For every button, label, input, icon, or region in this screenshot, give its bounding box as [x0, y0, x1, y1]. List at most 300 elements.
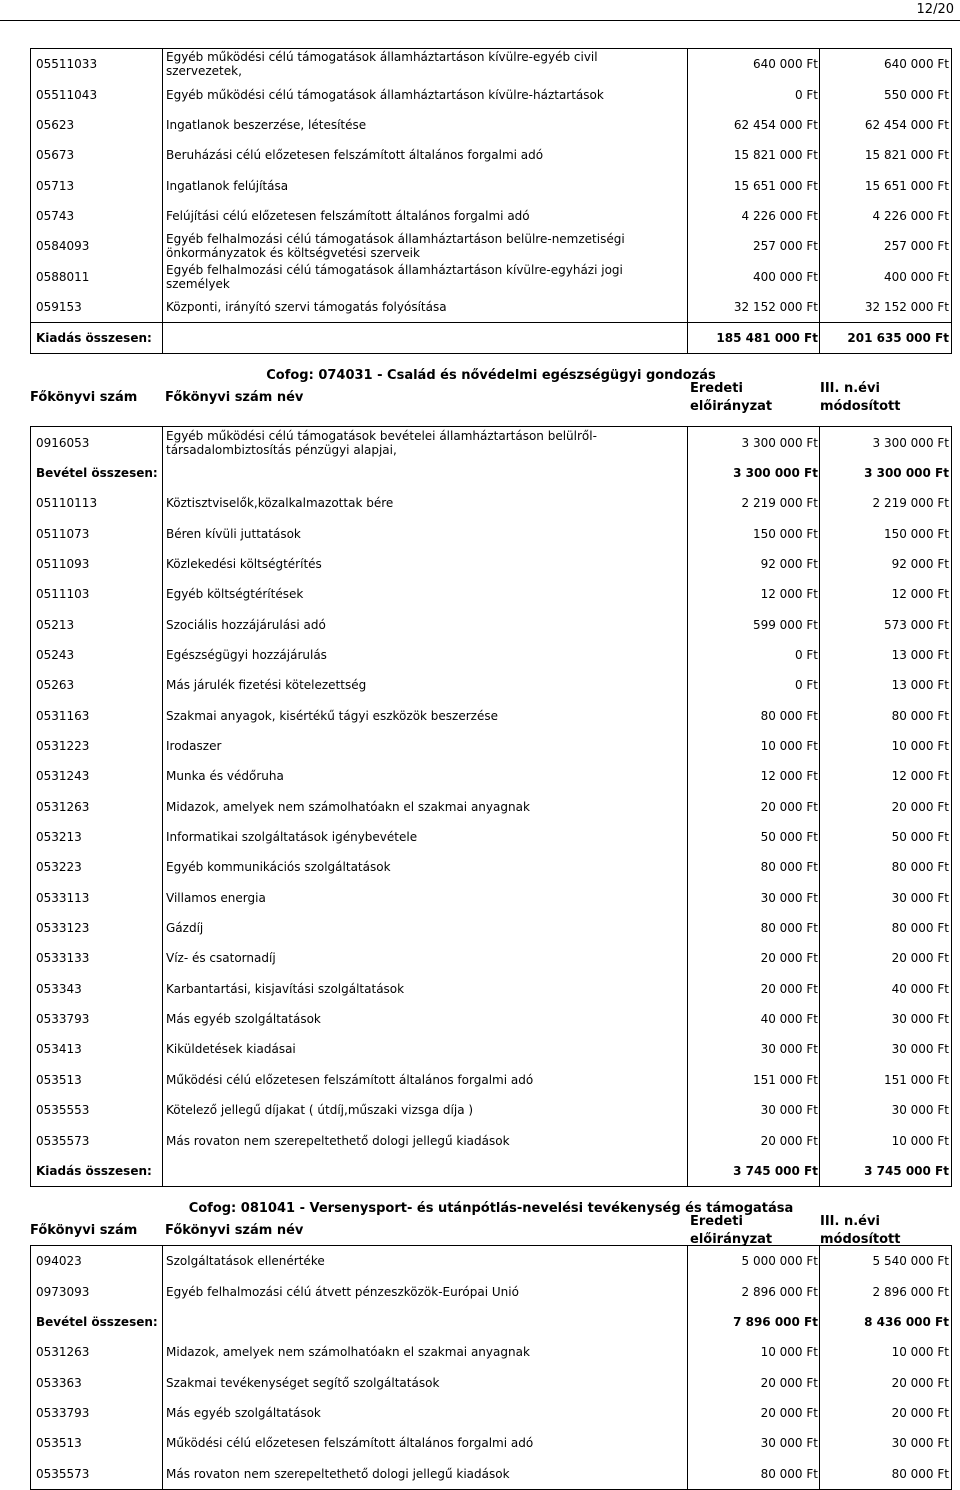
section-header: [30, 1201, 952, 1248]
modified-appropriation: 257 000 Ft: [883, 239, 949, 254]
column-divider: [819, 670, 820, 700]
column-divider: [162, 323, 163, 353]
modified-appropriation: 8 436 000 Ft: [864, 1314, 949, 1329]
column-divider: [162, 761, 163, 791]
column-divider: [687, 1428, 688, 1458]
column-divider: [687, 852, 688, 882]
header-line: módosított: [820, 399, 901, 415]
account-name: [166, 79, 686, 109]
account-name-line: Más egyéb szolgáltatások: [166, 1012, 321, 1027]
account-name: [166, 883, 686, 913]
account-name-line: Víz- és csatornadíj: [166, 951, 276, 966]
account-code: 0535573: [36, 1133, 90, 1148]
modified-appropriation: 62 454 000 Ft: [864, 117, 949, 132]
account-name: [166, 1337, 686, 1367]
account-name: [166, 1398, 686, 1428]
column-divider: [819, 488, 820, 518]
original-appropriation: 640 000 Ft: [752, 57, 818, 72]
modified-appropriation: 20 000 Ft: [891, 1375, 949, 1390]
account-name: [166, 670, 686, 700]
column-divider: [687, 1034, 688, 1064]
account-name: [166, 943, 686, 973]
column-divider: [819, 1246, 820, 1276]
account-name: [166, 231, 686, 261]
column-divider: [819, 1367, 820, 1397]
original-appropriation: 20 000 Ft: [760, 951, 818, 966]
account-code: 0511093: [36, 556, 90, 571]
column-divider: [687, 1458, 688, 1488]
account-code: 0531263: [36, 799, 90, 814]
modified-appropriation: 573 000 Ft: [883, 617, 949, 632]
column-divider: [162, 1246, 163, 1276]
original-appropriation: 30 000 Ft: [760, 890, 818, 905]
column-divider: [162, 579, 163, 609]
column-divider: [687, 883, 688, 913]
column-divider: [687, 458, 688, 488]
account-name: [166, 640, 686, 670]
account-name-line: Szakmai tevékenységet segítő szolgáltatások: [166, 1375, 440, 1390]
account-code: 0916053: [36, 435, 90, 450]
modified-appropriation: 20 000 Ft: [891, 799, 949, 814]
modified-appropriation: 10 000 Ft: [891, 1345, 949, 1360]
account-name-line: Működési célú előzetesen felszámított általános forgalmi adó: [166, 1072, 534, 1087]
column-divider: [162, 261, 163, 291]
table-row: [30, 1337, 952, 1367]
cofog-title: Cofog: 081041 - Versenysport- és utánpótlás-nevelési tevékenység és támogatása: [188, 1201, 794, 1217]
account-code: 05110113: [36, 496, 98, 511]
column-divider: [687, 201, 688, 231]
account-name-line: Más járulék fizetési kötelezettség: [166, 678, 367, 693]
account-name: [166, 170, 686, 200]
table-row: [30, 974, 952, 1004]
header-line: előirányzat: [690, 399, 773, 415]
original-appropriation: 0 Ft: [794, 648, 818, 663]
original-appropriation: 151 000 Ft: [752, 1072, 818, 1087]
column-divider: [687, 610, 688, 640]
account-name-line: Informatikai szolgáltatások igénybevétele: [166, 830, 418, 845]
modified-appropriation: 50 000 Ft: [891, 830, 949, 845]
column-divider: [162, 1337, 163, 1367]
original-appropriation: 80 000 Ft: [760, 1466, 818, 1481]
account-name-line: Munka és védőruha: [166, 769, 284, 784]
column-divider: [687, 292, 688, 322]
modified-appropriation: 10 000 Ft: [891, 1133, 949, 1148]
original-appropriation: 40 000 Ft: [760, 1012, 818, 1027]
header-line: előirányzat: [690, 1232, 773, 1248]
column-divider: [687, 49, 688, 79]
account-name-line: személyek: [166, 276, 230, 291]
column-header-name: Főkönyvi szám név: [165, 1223, 304, 1239]
table-row: [30, 670, 952, 700]
account-name-line: szervezetek,: [166, 64, 242, 79]
column-divider: [819, 1428, 820, 1458]
account-code: 0511103: [36, 587, 90, 602]
account-name: [166, 974, 686, 1004]
account-name: [166, 110, 686, 140]
modified-appropriation: 5 540 000 Ft: [872, 1254, 949, 1269]
column-divider: [162, 822, 163, 852]
account-code: 0531263: [36, 1345, 90, 1360]
account-name-line: önkormányzatok és költségvetési szerveik: [166, 246, 420, 261]
account-code: 05743: [36, 208, 75, 223]
account-name-line: Működési célú előzetesen felszámított általános forgalmi adó: [166, 1436, 534, 1451]
column-header-original: [690, 380, 772, 416]
modified-appropriation: 640 000 Ft: [883, 57, 949, 72]
original-appropriation: 92 000 Ft: [760, 556, 818, 571]
original-appropriation: 20 000 Ft: [760, 799, 818, 814]
account-name-line: Midazok, amelyek nem számolhatóakn el szakmai anyagnak: [166, 799, 530, 814]
modified-appropriation: 2 896 000 Ft: [872, 1284, 949, 1299]
account-name: [166, 792, 686, 822]
modified-appropriation: 80 000 Ft: [891, 860, 949, 875]
account-code: 0584093: [36, 239, 90, 254]
modified-appropriation: 3 745 000 Ft: [864, 1163, 949, 1178]
account-code: 05213: [36, 617, 75, 632]
original-appropriation: 80 000 Ft: [760, 708, 818, 723]
column-header-modified: [820, 1213, 900, 1249]
table-row: [30, 1034, 952, 1064]
column-divider: [162, 1367, 163, 1397]
account-code: 0973093: [36, 1284, 90, 1299]
modified-appropriation: 15 821 000 Ft: [864, 148, 949, 163]
account-code: 059153: [36, 299, 82, 314]
account-name: [166, 518, 686, 548]
account-code: 0531223: [36, 739, 90, 754]
column-divider: [162, 1398, 163, 1428]
account-name-line: Gázdíj: [166, 921, 204, 936]
account-name-line: Más rovaton nem szerepeltethető dologi jellegű kiadások: [166, 1466, 510, 1481]
account-name-line: Irodaszer: [166, 739, 222, 754]
account-code: 0533793: [36, 1405, 90, 1420]
account-code: 0588011: [36, 269, 90, 284]
column-divider: [819, 549, 820, 579]
account-code: 05713: [36, 178, 75, 193]
original-appropriation: 32 152 000 Ft: [733, 299, 818, 314]
account-code: 0531163: [36, 708, 90, 723]
original-appropriation: 3 745 000 Ft: [733, 1163, 818, 1178]
column-divider: [687, 1095, 688, 1125]
column-divider: [162, 731, 163, 761]
column-divider: [819, 852, 820, 882]
account-code: 05511043: [36, 87, 98, 102]
table-row: [30, 701, 952, 731]
column-divider: [819, 731, 820, 761]
column-divider: [162, 49, 163, 79]
original-appropriation: 80 000 Ft: [760, 860, 818, 875]
table-row: [30, 488, 952, 518]
modified-appropriation: 400 000 Ft: [883, 269, 949, 284]
column-divider: [162, 170, 163, 200]
column-divider: [819, 1125, 820, 1155]
column-divider: [819, 1034, 820, 1064]
account-name-line: Ingatlanok felújítása: [166, 178, 289, 193]
column-divider: [819, 292, 820, 322]
column-divider: [162, 1004, 163, 1034]
account-name-line: Más rovaton nem szerepeltethető dologi jellegű kiadások: [166, 1133, 510, 1148]
column-divider: [819, 323, 820, 353]
modified-appropriation: 80 000 Ft: [891, 1466, 949, 1481]
account-name: [166, 913, 686, 943]
column-divider: [162, 110, 163, 140]
column-divider: [162, 1458, 163, 1488]
account-name-line: Béren kívüli juttatások: [166, 526, 301, 541]
account-name: [166, 1428, 686, 1458]
column-divider: [687, 549, 688, 579]
column-divider: [819, 579, 820, 609]
column-divider: [819, 610, 820, 640]
column-divider: [687, 640, 688, 670]
original-appropriation: 400 000 Ft: [752, 269, 818, 284]
table-row: [30, 822, 952, 852]
modified-appropriation: 30 000 Ft: [891, 1436, 949, 1451]
column-header-original: [690, 1213, 772, 1249]
account-code: 053513: [36, 1436, 82, 1451]
column-divider: [819, 201, 820, 231]
account-name: [166, 1458, 686, 1488]
table-row: [30, 1276, 952, 1306]
account-code: 0533113: [36, 890, 90, 905]
account-name-line: Egyéb kommunikációs szolgáltatások: [166, 860, 391, 875]
table-row: [30, 292, 952, 322]
page-number: 12/20: [916, 2, 954, 17]
original-appropriation: 30 000 Ft: [760, 1103, 818, 1118]
account-name: [166, 1125, 686, 1155]
modified-appropriation: 80 000 Ft: [891, 708, 949, 723]
original-appropriation: 12 000 Ft: [760, 769, 818, 784]
account-name-line: Egyéb felhalmozási célú támogatások államháztartáson kívülre-egyházi jogi: [166, 262, 623, 277]
column-divider: [162, 427, 163, 457]
column-divider: [162, 974, 163, 1004]
account-code: 053343: [36, 981, 82, 996]
column-divider: [162, 1034, 163, 1064]
table-row: [30, 1245, 952, 1276]
modified-appropriation: 4 226 000 Ft: [872, 208, 949, 223]
column-divider: [819, 1095, 820, 1125]
modified-appropriation: 92 000 Ft: [891, 556, 949, 571]
table-row: [30, 201, 952, 231]
column-divider: [687, 1307, 688, 1337]
account-code: 0531243: [36, 769, 90, 784]
account-name: [166, 427, 686, 457]
total-row: [30, 322, 952, 354]
modified-appropriation: 3 300 000 Ft: [864, 465, 949, 480]
column-divider: [162, 913, 163, 943]
column-divider: [687, 1276, 688, 1306]
column-divider: [819, 974, 820, 1004]
column-divider: [819, 1337, 820, 1367]
account-name-line: Köztisztviselők,közalkalmazottak bére: [166, 496, 394, 511]
original-appropriation: 30 000 Ft: [760, 1436, 818, 1451]
column-header-code: Főkönyvi szám: [30, 390, 138, 406]
table-row: [30, 1125, 952, 1155]
table-row: [30, 761, 952, 791]
table-row: [30, 1065, 952, 1095]
account-name: [166, 1367, 686, 1397]
table-row: [30, 579, 952, 609]
column-divider: [819, 427, 820, 457]
column-divider: [162, 670, 163, 700]
modified-appropriation: 20 000 Ft: [891, 951, 949, 966]
account-name-line: Ingatlanok beszerzése, létesítése: [166, 117, 367, 132]
table-row: [30, 792, 952, 822]
account-name: [166, 701, 686, 731]
column-divider: [819, 1307, 820, 1337]
column-divider: [162, 1276, 163, 1306]
column-divider: [687, 1125, 688, 1155]
column-divider: [687, 488, 688, 518]
header-line: III. n.évi: [820, 381, 880, 397]
modified-appropriation: 151 000 Ft: [883, 1072, 949, 1087]
table-row: [30, 79, 952, 109]
account-name: [166, 1034, 686, 1064]
account-code: 053213: [36, 830, 82, 845]
table-row: [30, 913, 952, 943]
table-row: [30, 48, 952, 79]
modified-appropriation: 30 000 Ft: [891, 1103, 949, 1118]
original-appropriation: 10 000 Ft: [760, 739, 818, 754]
column-divider: [819, 79, 820, 109]
column-divider: [162, 458, 163, 488]
column-divider: [819, 792, 820, 822]
account-code: 0535573: [36, 1466, 90, 1481]
column-divider: [162, 1428, 163, 1458]
account-name-line: Szakmai anyagok, kisértékű tágyi eszközök beszerzése: [166, 708, 498, 723]
column-divider: [687, 427, 688, 457]
original-appropriation: 15 821 000 Ft: [733, 148, 818, 163]
column-divider: [687, 974, 688, 1004]
column-divider: [819, 458, 820, 488]
column-divider: [819, 943, 820, 973]
column-divider: [687, 1004, 688, 1034]
account-name: [166, 1004, 686, 1034]
column-divider: [687, 231, 688, 261]
table-row: [30, 610, 952, 640]
column-divider: [162, 79, 163, 109]
account-name-line: Közlekedési költségtérítés: [166, 556, 322, 571]
table-row: [30, 852, 952, 882]
column-divider: [162, 852, 163, 882]
account-name-line: Egészségügyi hozzájárulás: [166, 648, 327, 663]
table-row: [30, 1095, 952, 1125]
account-name-line: Szociális hozzájárulási adó: [166, 617, 326, 632]
column-divider: [819, 1156, 820, 1186]
table-row: [30, 1367, 952, 1397]
original-appropriation: 4 226 000 Ft: [741, 208, 818, 223]
modified-appropriation: 30 000 Ft: [891, 1012, 949, 1027]
modified-appropriation: 150 000 Ft: [883, 526, 949, 541]
column-divider: [819, 49, 820, 79]
header-line: módosított: [820, 1232, 901, 1248]
table-row: [30, 883, 952, 913]
column-divider: [687, 822, 688, 852]
column-divider: [162, 140, 163, 170]
column-divider: [687, 913, 688, 943]
account-name: [166, 610, 686, 640]
original-appropriation: 20 000 Ft: [760, 1133, 818, 1148]
account-name: [166, 549, 686, 579]
total-row: [30, 1156, 952, 1187]
account-code: 05673: [36, 148, 75, 163]
column-divider: [819, 140, 820, 170]
account-name: [166, 1246, 686, 1276]
original-appropriation: 257 000 Ft: [752, 239, 818, 254]
column-divider: [687, 792, 688, 822]
column-divider: [162, 549, 163, 579]
account-name: [166, 731, 686, 761]
account-code: 0533123: [36, 921, 90, 936]
column-divider: [687, 731, 688, 761]
account-name-line: társadalombiztosítás pénzügyi alapjai,: [166, 442, 397, 457]
total-label: Kiadás összesen:: [36, 331, 152, 346]
account-name: [166, 49, 686, 79]
account-code: 05263: [36, 678, 75, 693]
account-name: [166, 261, 686, 291]
column-divider: [162, 1156, 163, 1186]
column-divider: [819, 261, 820, 291]
column-divider: [819, 1065, 820, 1095]
column-header-name: Főkönyvi szám név: [165, 390, 304, 406]
header-line: III. n.évi: [820, 1214, 880, 1230]
block-2: [30, 368, 952, 1187]
account-name: [166, 1095, 686, 1125]
column-divider: [687, 1367, 688, 1397]
section-header: [30, 368, 952, 426]
column-divider: [162, 488, 163, 518]
total-row: [30, 1307, 952, 1337]
account-name-line: Kiküldetések kiadásai: [166, 1042, 296, 1057]
account-name-line: Egyéb felhalmozási célú támogatások államháztartáson belülre-nemzetiségi: [166, 232, 625, 247]
column-divider: [687, 1246, 688, 1276]
account-code: 094023: [36, 1254, 82, 1269]
table-row: [30, 261, 952, 291]
account-name: [166, 579, 686, 609]
account-name: [166, 1065, 686, 1095]
modified-appropriation: 2 219 000 Ft: [872, 496, 949, 511]
table-row: [30, 731, 952, 761]
table-row: [30, 640, 952, 670]
modified-appropriation: 32 152 000 Ft: [864, 299, 949, 314]
original-appropriation: 5 000 000 Ft: [741, 1254, 818, 1269]
column-divider: [162, 231, 163, 261]
account-code: 05511033: [36, 57, 98, 72]
modified-appropriation: 13 000 Ft: [891, 678, 949, 693]
account-name-line: Karbantartási, kisjavítási szolgáltatások: [166, 981, 405, 996]
column-divider: [687, 140, 688, 170]
original-appropriation: 80 000 Ft: [760, 921, 818, 936]
column-divider: [819, 822, 820, 852]
account-code: 0533133: [36, 951, 90, 966]
column-divider: [162, 610, 163, 640]
account-name-line: Központi, irányító szervi támogatás folyósítása: [166, 299, 447, 314]
budget-document: [30, 48, 952, 1490]
original-appropriation: 20 000 Ft: [760, 981, 818, 996]
column-divider: [687, 670, 688, 700]
column-divider: [819, 231, 820, 261]
account-name: [166, 761, 686, 791]
account-name-line: Felújítási célú előzetesen felszámított általános forgalmi adó: [166, 208, 530, 223]
block-3: [30, 1201, 952, 1490]
account-code: 05623: [36, 117, 75, 132]
column-divider: [687, 323, 688, 353]
modified-appropriation: 20 000 Ft: [891, 1405, 949, 1420]
column-divider: [819, 170, 820, 200]
table-row: [30, 170, 952, 200]
account-name-line: Más egyéb szolgáltatások: [166, 1405, 321, 1420]
original-appropriation: 20 000 Ft: [760, 1405, 818, 1420]
original-appropriation: 3 300 000 Ft: [741, 435, 818, 450]
modified-appropriation: 201 635 000 Ft: [847, 331, 949, 346]
total-label: Bevétel összesen:: [36, 465, 158, 480]
